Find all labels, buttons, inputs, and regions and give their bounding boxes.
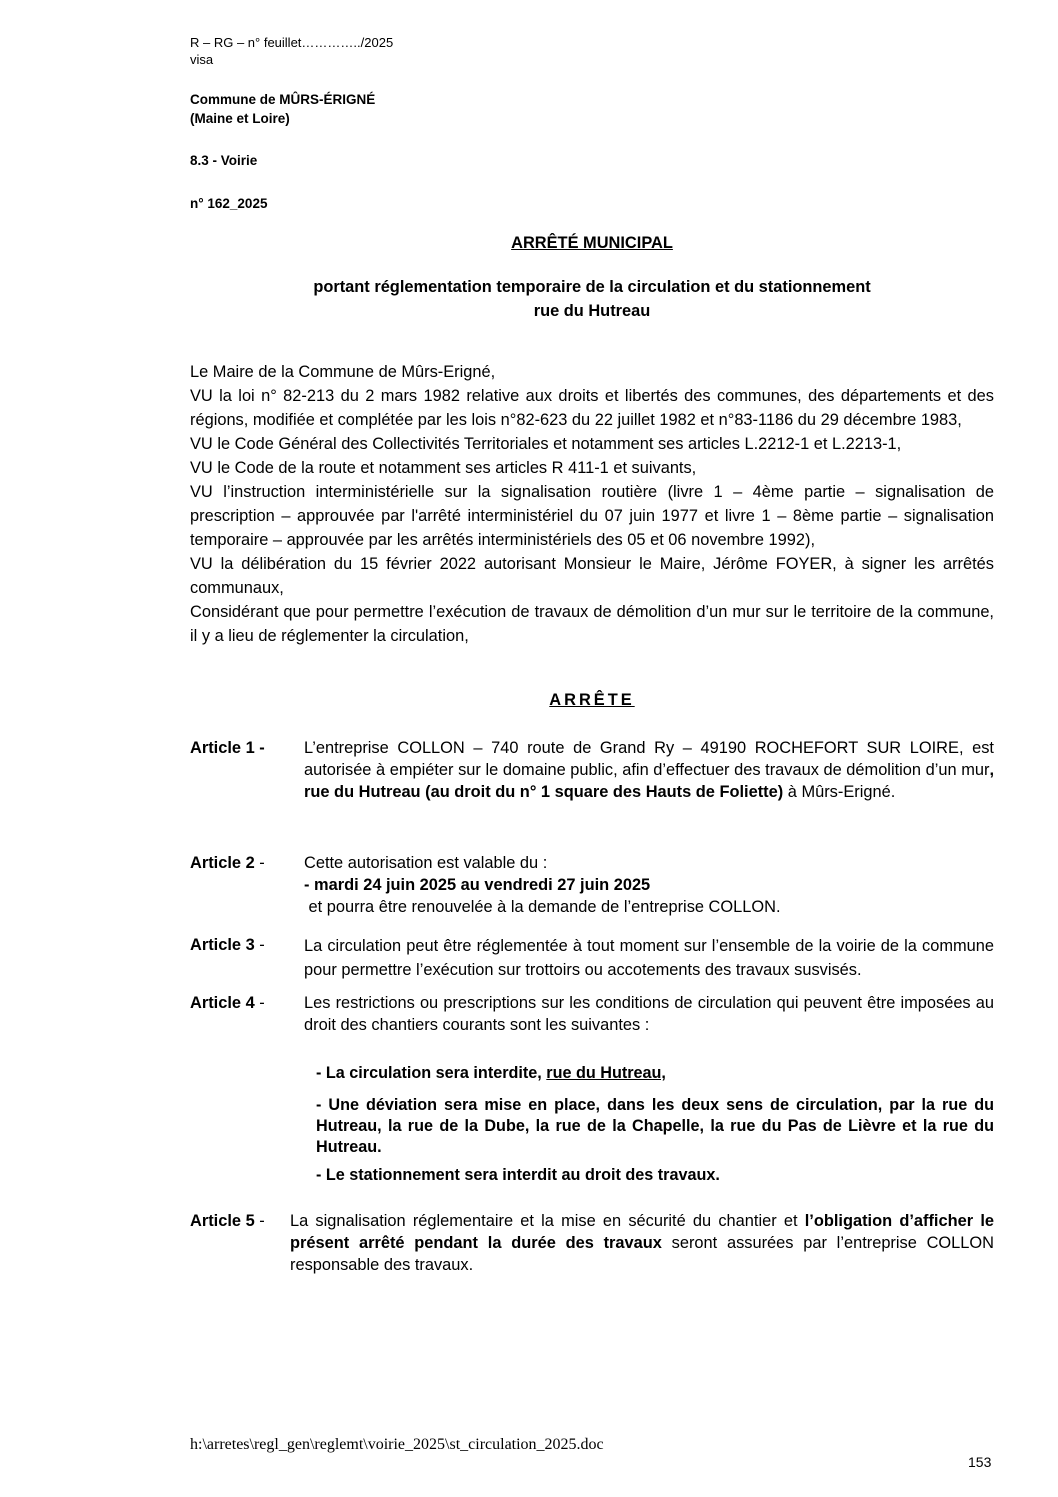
article-3-label-bold: Article 3 (190, 936, 255, 954)
article-5-body (290, 1210, 994, 1276)
reference-line: R – RG – n° feuillet…………../2025 (190, 35, 394, 50)
article-1-body (304, 737, 994, 803)
category-label: 8.3 - Voirie (190, 153, 258, 168)
article-2-label (190, 852, 265, 874)
article-1-text: L’entreprise COLLON – 740 route de Grand Ry – 49190 ROCHEFORT SUR LOIRE, est autorisée à empiéter sur le domaine public, afin d’effectuer des travaux de démolition d’un mur (304, 739, 994, 779)
visa-label: visa (190, 52, 214, 67)
restriction-1-text: - La circulation sera interdite, (316, 1064, 547, 1082)
article-2-body (304, 852, 994, 918)
article-2-line-1: Cette autorisation est valable du : (304, 854, 548, 872)
arrete-heading: ARRÊTE (549, 691, 635, 709)
document-subtitle (190, 275, 994, 323)
article-3-body (304, 934, 994, 982)
preamble-vu-loi: VU la loi n° 82-213 du 2 mars 1982 relative aux droits et libertés des communes, des départements et des régions, modifiée et complétée par les lois n°82-623 du 22 juillet 1982 et n°83-1186 du 29 décembre 1983, (190, 387, 994, 429)
article-5-text-end: seront assurées par l’entreprise COLLON responsable des travaux. (290, 1234, 994, 1274)
file-path: h:\arretes\regl_gen\reglemt\voirie_2025\st_circulation_2025.doc (190, 1436, 604, 1453)
restriction-2: - Une déviation sera mise en place, dans les deux sens de circulation, par la rue du Hutreau, la rue de la Dube, la rue de la Chapelle, la rue du Pas de Lièvre et la rue du Hutreau. (316, 1096, 994, 1156)
preamble-vu-cgct: VU le Code Général des Collectivités Territoriales et notamment ses articles L.2212-1 et L.2213-1, (190, 435, 902, 453)
article-4-text: Les restrictions ou prescriptions sur les conditions de circulation qui peuvent être imposées au droit des chantiers courants sont les suivantes : (304, 994, 994, 1034)
article-4-label-bold: Article 4 (190, 994, 255, 1012)
preamble-considerant: Considérant que pour permettre l’exécution de travaux de démolition d’un mur sur le territoire de la commune, il y a lieu de réglementer la circulation, (190, 603, 994, 645)
article-5-label-dash: - (254, 1212, 265, 1230)
article-3-label-dash: - (254, 936, 265, 954)
preamble-vu-code-route: VU le Code de la route et notamment ses articles R 411-1 et suivants, (190, 459, 697, 477)
article-5-label-bold: Article 5 (190, 1212, 255, 1230)
subtitle-line-2: rue du Hutreau (533, 302, 651, 320)
article-2-label-dash: - (254, 854, 265, 872)
article-1-label: Article 1 - (190, 739, 265, 757)
restriction-1 (316, 1063, 994, 1084)
article-4-label-dash: - (254, 994, 265, 1012)
article-3-text: La circulation peut être réglementée à tout moment sur l’ensemble de la voirie de la commune pour permettre l’exécution sur trottoirs ou accotements des travaux susvisés. (304, 937, 994, 979)
preamble-vu-deliberation: VU la délibération du 15 février 2022 autorisant Monsieur le Maire, Jérôme FOYER, à signer les arrêtés communaux, (190, 555, 994, 597)
article-2-label-bold: Article 2 (190, 854, 255, 872)
preamble (190, 360, 994, 648)
article-2-dates: - mardi 24 juin 2025 au vendredi 27 juin 2025 (304, 876, 651, 894)
article-1-location: , rue du Hutreau (au droit du n° 1 square des Hauts de Foliette) (304, 761, 994, 801)
article-4-label (190, 992, 265, 1014)
page-number: 153 (968, 1454, 992, 1470)
article-3-label (190, 934, 265, 956)
preamble-mayor: Le Maire de la Commune de Mûrs-Erigné, (190, 363, 496, 381)
article-4-body (304, 992, 994, 1036)
article-5-text: La signalisation réglementaire et la mise en sécurité du chantier et (290, 1212, 805, 1230)
restriction-3: - Le stationnement sera interdit au droit des travaux. (316, 1166, 720, 1184)
article-5-label (190, 1210, 265, 1232)
department-name: (Maine et Loire) (190, 111, 290, 126)
article-1-text-end: à Mûrs-Erigné. (783, 783, 896, 801)
article-2-line-3: et pourra être renouvelée à la demande de l’entreprise COLLON. (304, 898, 781, 916)
article-5-obligation: l’obligation d’afficher le présent arrêté pendant la durée des travaux (290, 1212, 994, 1252)
restriction-1-street: rue du Hutreau, (546, 1064, 666, 1082)
document-title: ARRÊTÉ MUNICIPAL (511, 234, 673, 252)
preamble-vu-instruction: VU l’instruction interministérielle sur la signalisation routière (livre 1 – 4ème partie – signalisation de prescription – approuvée par l'arrêté interministériel du 07 juin 1977 et livre 1 – 8ème partie – signalisation temporaire – approuvée par les arrêtés interministériels des 05 et 06 novembre 1992), (190, 483, 994, 549)
arrete-number: n° 162_2025 (190, 196, 268, 211)
subtitle-line-1: portant réglementation temporaire de la circulation et du stationnement (313, 278, 871, 296)
commune-name: Commune de MÛRS-ÉRIGNÉ (190, 92, 376, 107)
